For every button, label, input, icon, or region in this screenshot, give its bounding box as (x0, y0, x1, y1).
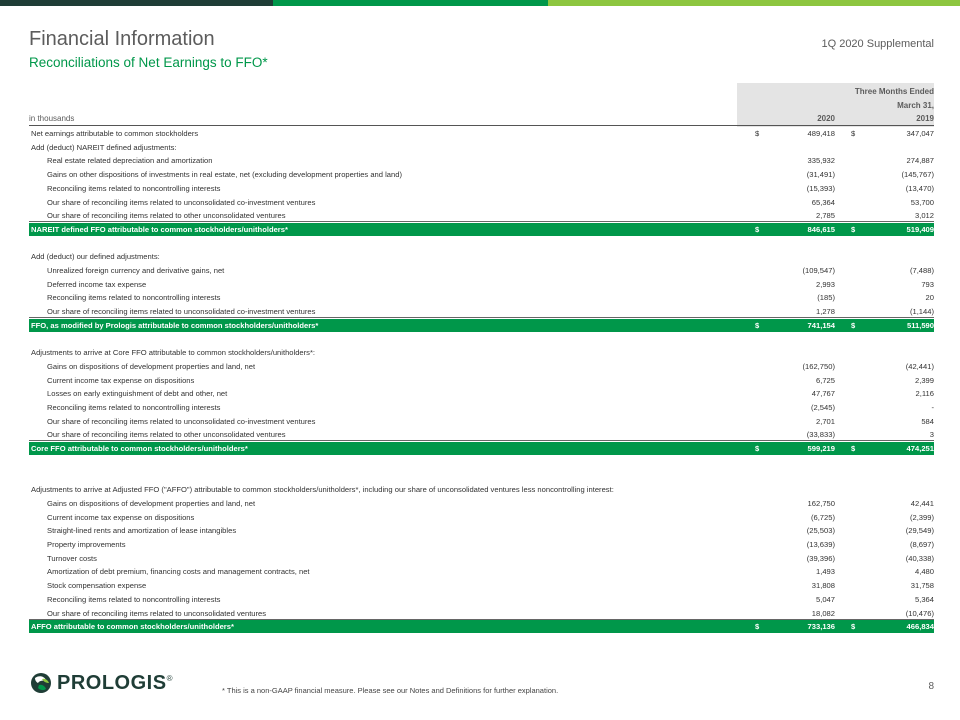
row-label: Add (deduct) our defined adjustments: (31, 252, 160, 262)
row-label: Reconciling items related to noncontrolling interests (47, 183, 221, 193)
value-2020: (25,503) (806, 526, 835, 536)
table-row (29, 196, 934, 209)
table-row (29, 538, 934, 551)
logo-text: PROLOGIS (57, 671, 167, 694)
row-label: Property improvements (47, 540, 126, 549)
table-row (29, 387, 934, 400)
value-2019: (7,488) (909, 266, 934, 275)
unit-label: in thousands (29, 114, 75, 123)
row-label: Our share of reconciling items related to unconsolidated co-investment ventures (47, 307, 316, 317)
value-2020: 1,278 (815, 307, 835, 317)
row-label: Gains on other dispositions of investments in real estate, net (excluding development properties and land) (47, 170, 403, 180)
value-2019: 53,700 (910, 197, 934, 207)
table-row (29, 415, 934, 428)
value-2020: 31,808 (811, 581, 835, 591)
row-label: Our share of reconciling items related to unconsolidated co-investment ventures (47, 197, 316, 207)
value-2020: 733,136 (807, 622, 835, 632)
value-2019: 519,409 (906, 224, 934, 234)
row-label: AFFO attributable to common stockholders/unitholders* (31, 622, 234, 632)
total-row (29, 620, 934, 633)
table-row (29, 264, 934, 277)
table-row (29, 401, 934, 414)
value-2020: 1,493 (815, 567, 835, 577)
period-header-line2: March 31, (897, 101, 934, 110)
row-label: Our share of reconciling items related to unconsolidated ventures (47, 608, 267, 618)
row-label: Adjustments to arrive at Core FFO attributable to common stockholders/unitholders*: (31, 348, 316, 358)
table-row (29, 278, 934, 291)
top-bar-segment-green (273, 0, 548, 6)
value-2019: 584 (921, 416, 934, 426)
row-label: Turnover costs (47, 553, 97, 563)
currency-symbol-2019: $ (851, 129, 856, 138)
currency-symbol-2020: $ (755, 129, 760, 138)
row-label: Deferred income tax expense (47, 279, 147, 289)
row-label: Unrealized foreign currency and derivative gains, net (47, 266, 225, 275)
value-2019: - (931, 403, 934, 412)
table-row (29, 154, 934, 167)
value-2020: 335,932 (807, 156, 835, 166)
row-label: Reconciling items related to noncontrolling interests (47, 403, 221, 412)
row-label: Amortization of debt premium, financing costs and management contracts, net (47, 567, 310, 577)
table-row (29, 250, 934, 263)
value-2019: 347,047 (906, 129, 934, 138)
currency-symbol-2020: $ (755, 444, 760, 454)
value-2020: (2,545) (810, 403, 835, 412)
row-label: Our share of reconciling items related to other unconsolidated ventures (47, 430, 286, 440)
table-row (29, 127, 934, 140)
value-2019: 274,887 (906, 156, 934, 166)
table-row (29, 141, 934, 154)
value-2020: 65,364 (811, 197, 835, 207)
value-2019: (2,399) (909, 512, 934, 522)
value-2019: 42,441 (910, 498, 934, 508)
value-2020: (33,833) (806, 430, 835, 440)
table-row (29, 483, 934, 496)
row-label: Our share of reconciling items related to unconsolidated co-investment ventures (47, 416, 316, 426)
currency-symbol-2019: $ (851, 444, 856, 454)
table-row (29, 346, 934, 359)
table-row (29, 565, 934, 578)
logo-registered-mark: ® (166, 674, 173, 683)
value-2019: (10,476) (905, 608, 934, 618)
currency-symbol-2019: $ (851, 320, 856, 330)
column-header-2020: 2020 (817, 114, 835, 123)
value-2019: (1,144) (909, 307, 934, 317)
value-2019: (8,697) (909, 540, 934, 549)
prologis-logo (30, 670, 172, 696)
header-rule (29, 125, 934, 126)
row-label: Reconciling items related to noncontrolling interests (47, 293, 221, 303)
row-label: Current income tax expense on dispositions (47, 512, 195, 522)
value-2020: (31,491) (806, 170, 835, 180)
table-row (29, 305, 934, 318)
row-label: Stock compensation expense (47, 581, 147, 591)
value-2019: 466,834 (906, 622, 934, 632)
row-label: Straight-lined rents and amortization of lease intangibles (47, 526, 237, 536)
value-2019: 474,251 (906, 444, 934, 454)
value-2020: 599,219 (807, 444, 835, 454)
table-row (29, 360, 934, 373)
table-row (29, 209, 934, 222)
value-2019: 4,480 (914, 567, 934, 577)
row-label: FFO, as modified by Prologis attributable to common stockholders/unitholders* (31, 320, 319, 330)
value-2019: 3,012 (914, 211, 934, 221)
value-2020: 162,750 (807, 498, 835, 508)
currency-symbol-2020: $ (755, 224, 760, 234)
footnote: * This is a non-GAAP financial measure. Please see our Notes and Definitions for further explanation. (222, 686, 559, 695)
currency-symbol-2020: $ (755, 622, 760, 632)
value-2020: 2,785 (815, 211, 835, 221)
top-bar-segment-dark (0, 0, 273, 6)
row-label: Losses on early extinguishment of debt and other, net (47, 389, 228, 399)
value-2019: (42,441) (905, 361, 934, 371)
value-2020: (6,725) (810, 512, 835, 522)
period-header-line1: Three Months Ended (854, 87, 934, 96)
top-bar-segment-light (548, 0, 960, 6)
table-row (29, 579, 934, 592)
page-title: Financial Information (29, 28, 215, 50)
value-2020: 2,701 (815, 416, 835, 426)
value-2019: (145,767) (901, 170, 934, 180)
row-label: Gains on dispositions of development properties and land, net (47, 498, 256, 508)
value-2019: 31,758 (910, 581, 934, 591)
value-2020: (162,750) (802, 361, 835, 371)
value-2019: 2,399 (914, 375, 934, 385)
value-2019: (40,338) (905, 553, 934, 563)
page-subtitle: Reconciliations of Net Earnings to FFO* (29, 55, 268, 70)
row-label: Real estate related depreciation and amortization (47, 156, 213, 166)
total-row (29, 319, 934, 332)
total-row (29, 223, 934, 236)
value-2020: 846,615 (807, 224, 835, 234)
value-2020: 5,047 (815, 594, 835, 604)
value-2020: (13,639) (806, 540, 835, 549)
value-2019: 2,116 (915, 389, 934, 399)
currency-symbol-2019: $ (851, 224, 856, 234)
row-label: Current income tax expense on dispositions (47, 375, 195, 385)
value-2020: 741,154 (807, 320, 835, 330)
table-row (29, 593, 934, 606)
value-2020: 6,725 (815, 375, 835, 385)
table-row (29, 524, 934, 537)
table-row (29, 374, 934, 387)
table-row (29, 511, 934, 524)
currency-symbol-2020: $ (755, 320, 760, 330)
row-label: Core FFO attributable to common stockholders/unitholders* (31, 444, 248, 454)
value-2019: 511,590 (906, 320, 934, 330)
top-color-bar (0, 0, 960, 6)
row-label: Our share of reconciling items related to other unconsolidated ventures (47, 211, 286, 221)
value-2019: 20 (925, 293, 934, 303)
table-row (29, 291, 934, 304)
value-2019: 793 (921, 279, 934, 289)
row-label: Reconciling items related to noncontrolling interests (47, 594, 221, 604)
value-2019: 3 (929, 430, 934, 440)
total-row (29, 442, 934, 455)
table-row (29, 168, 934, 181)
value-2020: (185) (817, 293, 835, 303)
table-row (29, 497, 934, 510)
row-label: NAREIT defined FFO attributable to common stockholders/unitholders* (31, 224, 288, 234)
column-header-2019: 2019 (916, 114, 934, 123)
row-label: Gains on dispositions of development properties and land, net (47, 361, 256, 371)
value-2019: 5,364 (914, 594, 934, 604)
value-2019: (13,470) (905, 183, 934, 193)
table-row (29, 552, 934, 565)
value-2020: (109,547) (802, 266, 835, 275)
value-2020: (39,396) (806, 553, 835, 563)
value-2020: 18,082 (811, 608, 835, 618)
value-2019: (29,549) (905, 526, 934, 536)
value-2020: 47,767 (811, 389, 835, 399)
currency-symbol-2019: $ (851, 622, 856, 632)
row-label: Net earnings attributable to common stockholders (31, 129, 199, 138)
table-row (29, 182, 934, 195)
table-row (29, 428, 934, 441)
page-number: 8 (928, 681, 934, 692)
globe-icon (30, 670, 52, 696)
row-label: Adjustments to arrive at Adjusted FFO ("AFFO") attributable to common stockholders/unitholders*, including our share of unconsolidated ventures less noncontrolling interest: (31, 485, 614, 495)
value-2020: 489,418 (807, 129, 835, 138)
supplemental-label: 1Q 2020 Supplemental (821, 38, 934, 50)
table-row (29, 607, 934, 620)
value-2020: 2,993 (815, 279, 835, 289)
row-label: Add (deduct) NAREIT defined adjustments: (31, 142, 177, 152)
value-2020: (15,393) (806, 183, 835, 193)
